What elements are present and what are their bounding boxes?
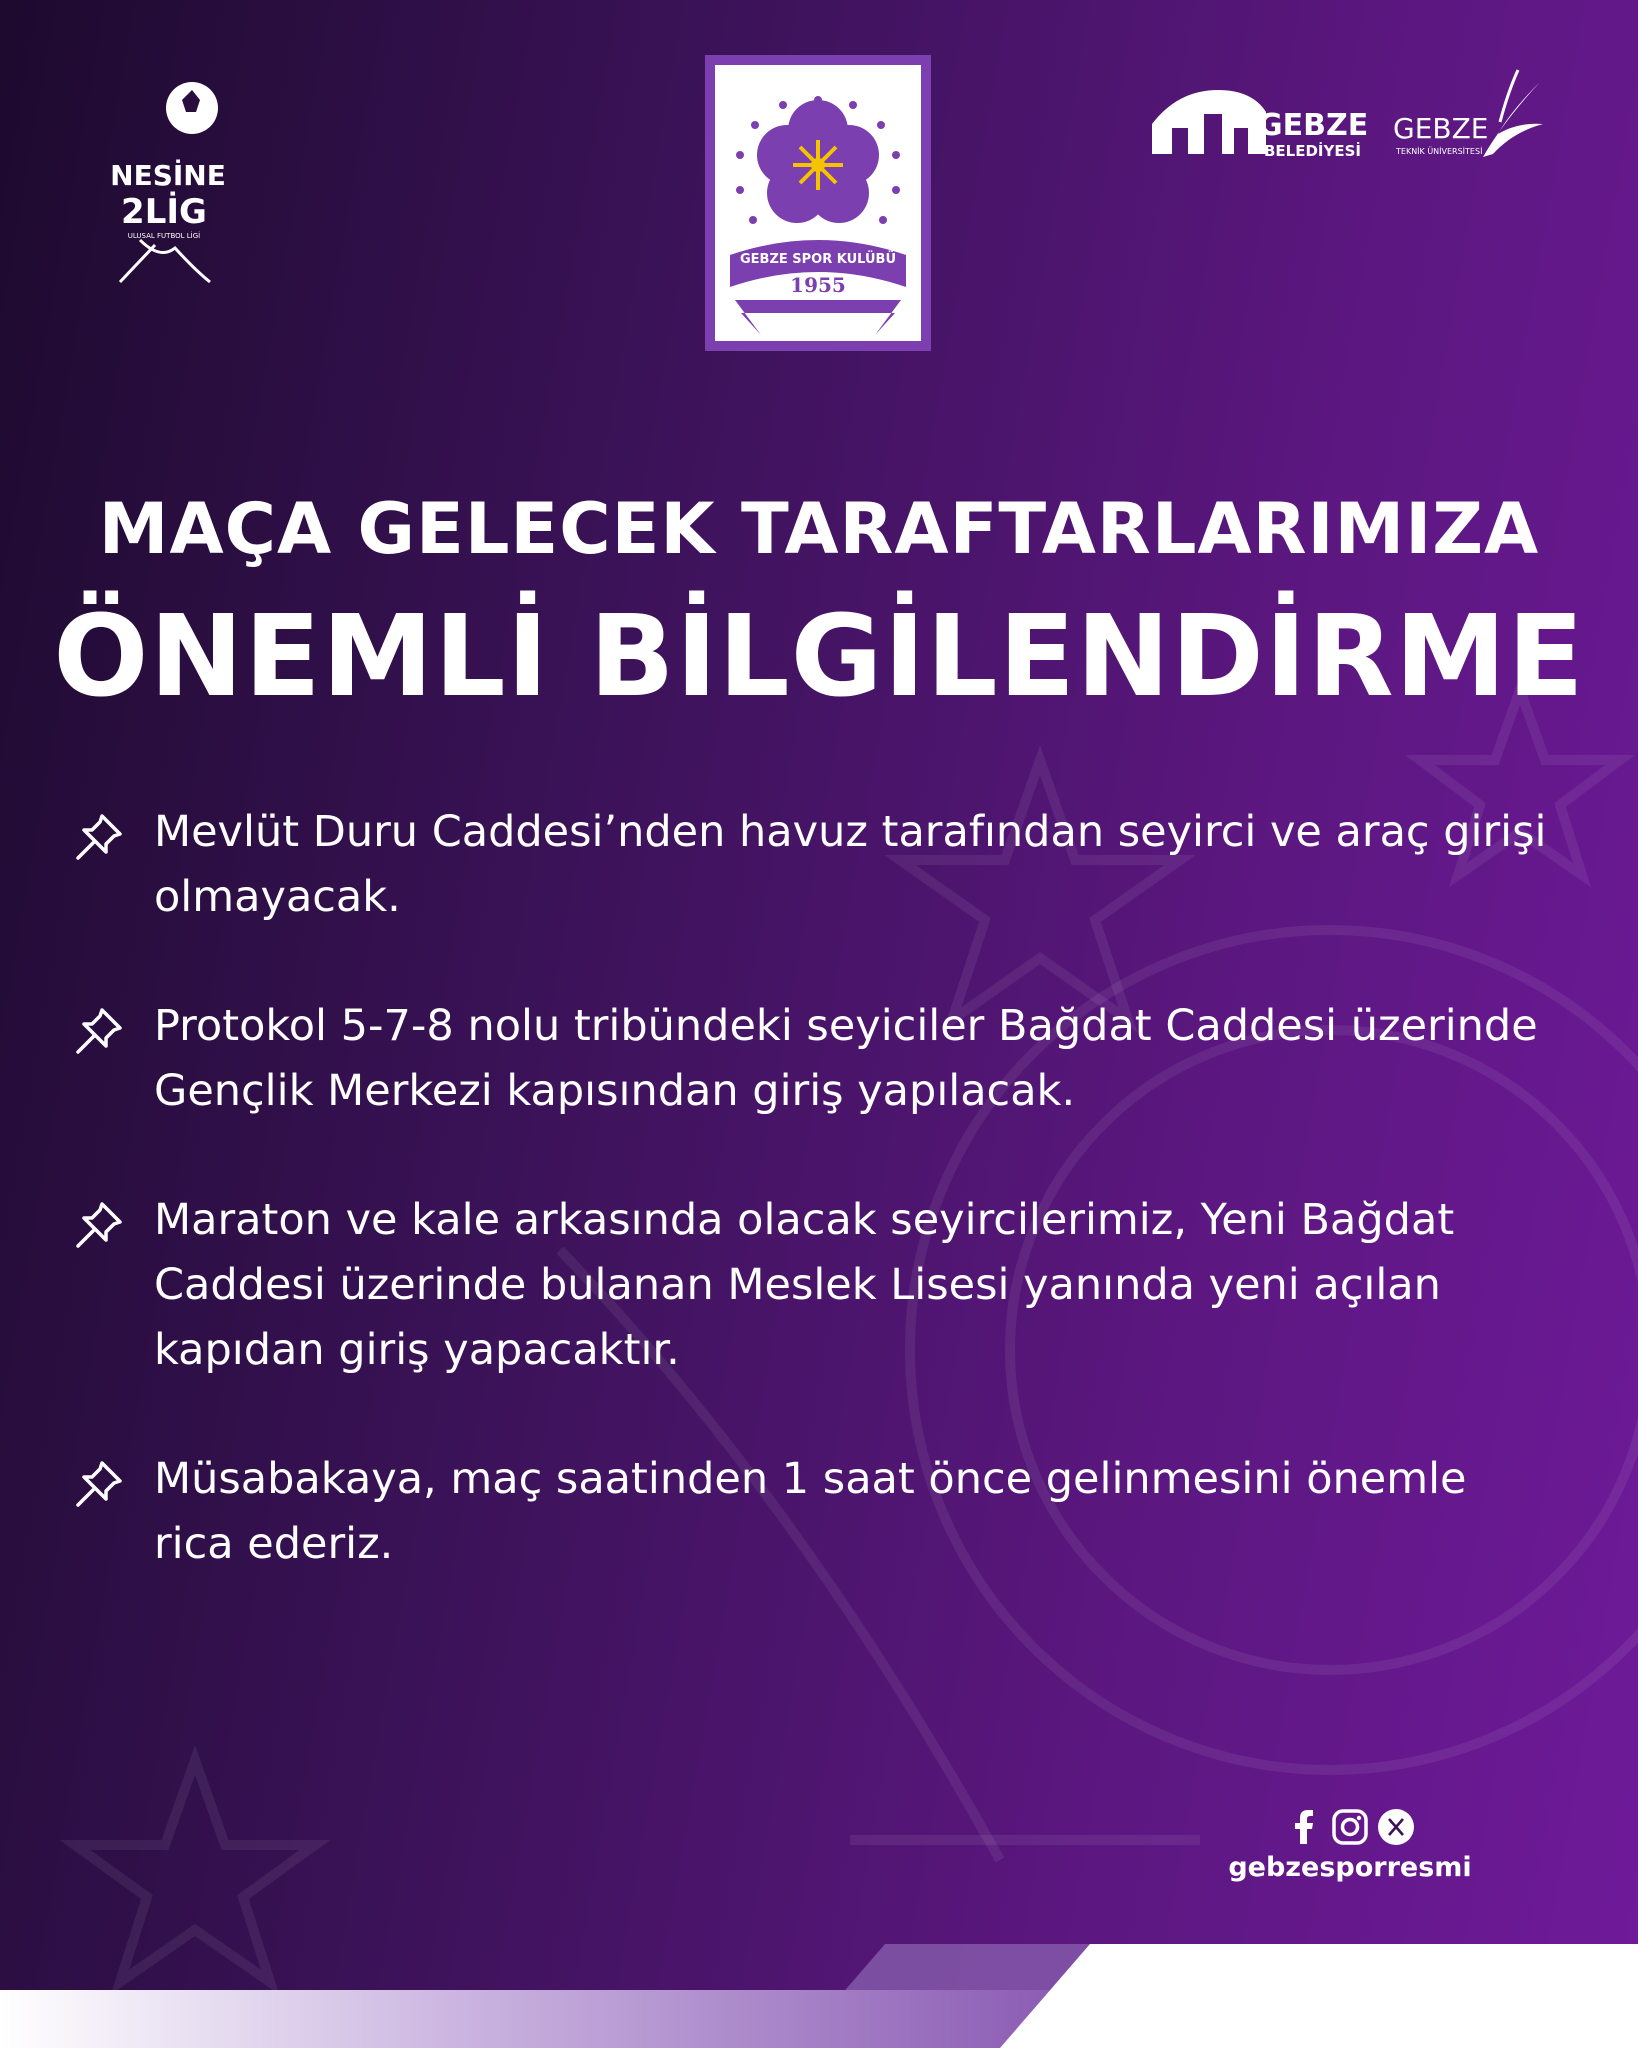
svg-text:ULUSAL FUTBOL LİGİ: ULUSAL FUTBOL LİGİ [127,232,201,240]
facebook-icon[interactable] [1285,1808,1323,1846]
bottom-decoration [0,1940,1638,2048]
social-icons [1205,1808,1495,1846]
title-line-1: MAÇA GELECEK TARAFTARLARIMIZA [98,488,1540,570]
list-item [72,800,1572,930]
instagram-icon[interactable] [1331,1808,1369,1846]
info-list [72,800,1572,1641]
pin-icon [72,1196,128,1252]
svg-text:GEBZE: GEBZE [1393,112,1489,145]
info-text: Protokol 5-7-8 nolu tribündeki seyiciler Bağdat Caddesi üzerinde Gençlik Merkezi kapısından giriş yapılacak. [154,1001,1538,1116]
svg-text:2LİG: 2LİG [121,192,207,232]
pin-icon [72,1455,128,1511]
title-line-2: ÖNEMLİ BİLGİLENDİRME [53,592,1585,722]
pin-icon [72,1002,128,1058]
svg-text:BELEDİYESİ: BELEDİYESİ [1264,142,1362,160]
svg-text:GEBZE SPOR KULÜBÜ: GEBZE SPOR KULÜBÜ [739,252,897,267]
pin-icon [72,808,128,864]
x-icon[interactable] [1377,1808,1415,1846]
info-text: Müsabakaya, maç saatinden 1 saat önce gelinmesini önemle rica ederiz. [154,1454,1467,1569]
social-block [1205,1808,1495,1883]
league-logo [100,60,250,290]
sponsor-logos [1148,62,1548,172]
svg-text:TEKNİK ÜNİVERSİTESİ: TEKNİK ÜNİVERSİTESİ [1396,147,1483,156]
list-item [72,1447,1572,1577]
info-text: Mevlüt Duru Caddesi’nden havuz tarafından seyirci ve araç girişi olmayacak. [154,807,1547,922]
svg-text:1955: 1955 [790,273,846,297]
list-item [72,994,1572,1124]
svg-text:NESİNE: NESİNE [110,159,226,192]
club-logo [705,55,931,351]
svg-text:GEBZE: GEBZE [1258,108,1369,143]
list-item [72,1188,1572,1383]
info-text: Maraton ve kale arkasında olacak seyircilerimiz, Yeni Bağdat Caddesi üzerinde bulanan Meslek Lisesi yanında yeni açılan kapıdan giriş yapacaktır. [154,1195,1455,1375]
social-handle[interactable]: gebzesporresmi [1228,1852,1472,1883]
